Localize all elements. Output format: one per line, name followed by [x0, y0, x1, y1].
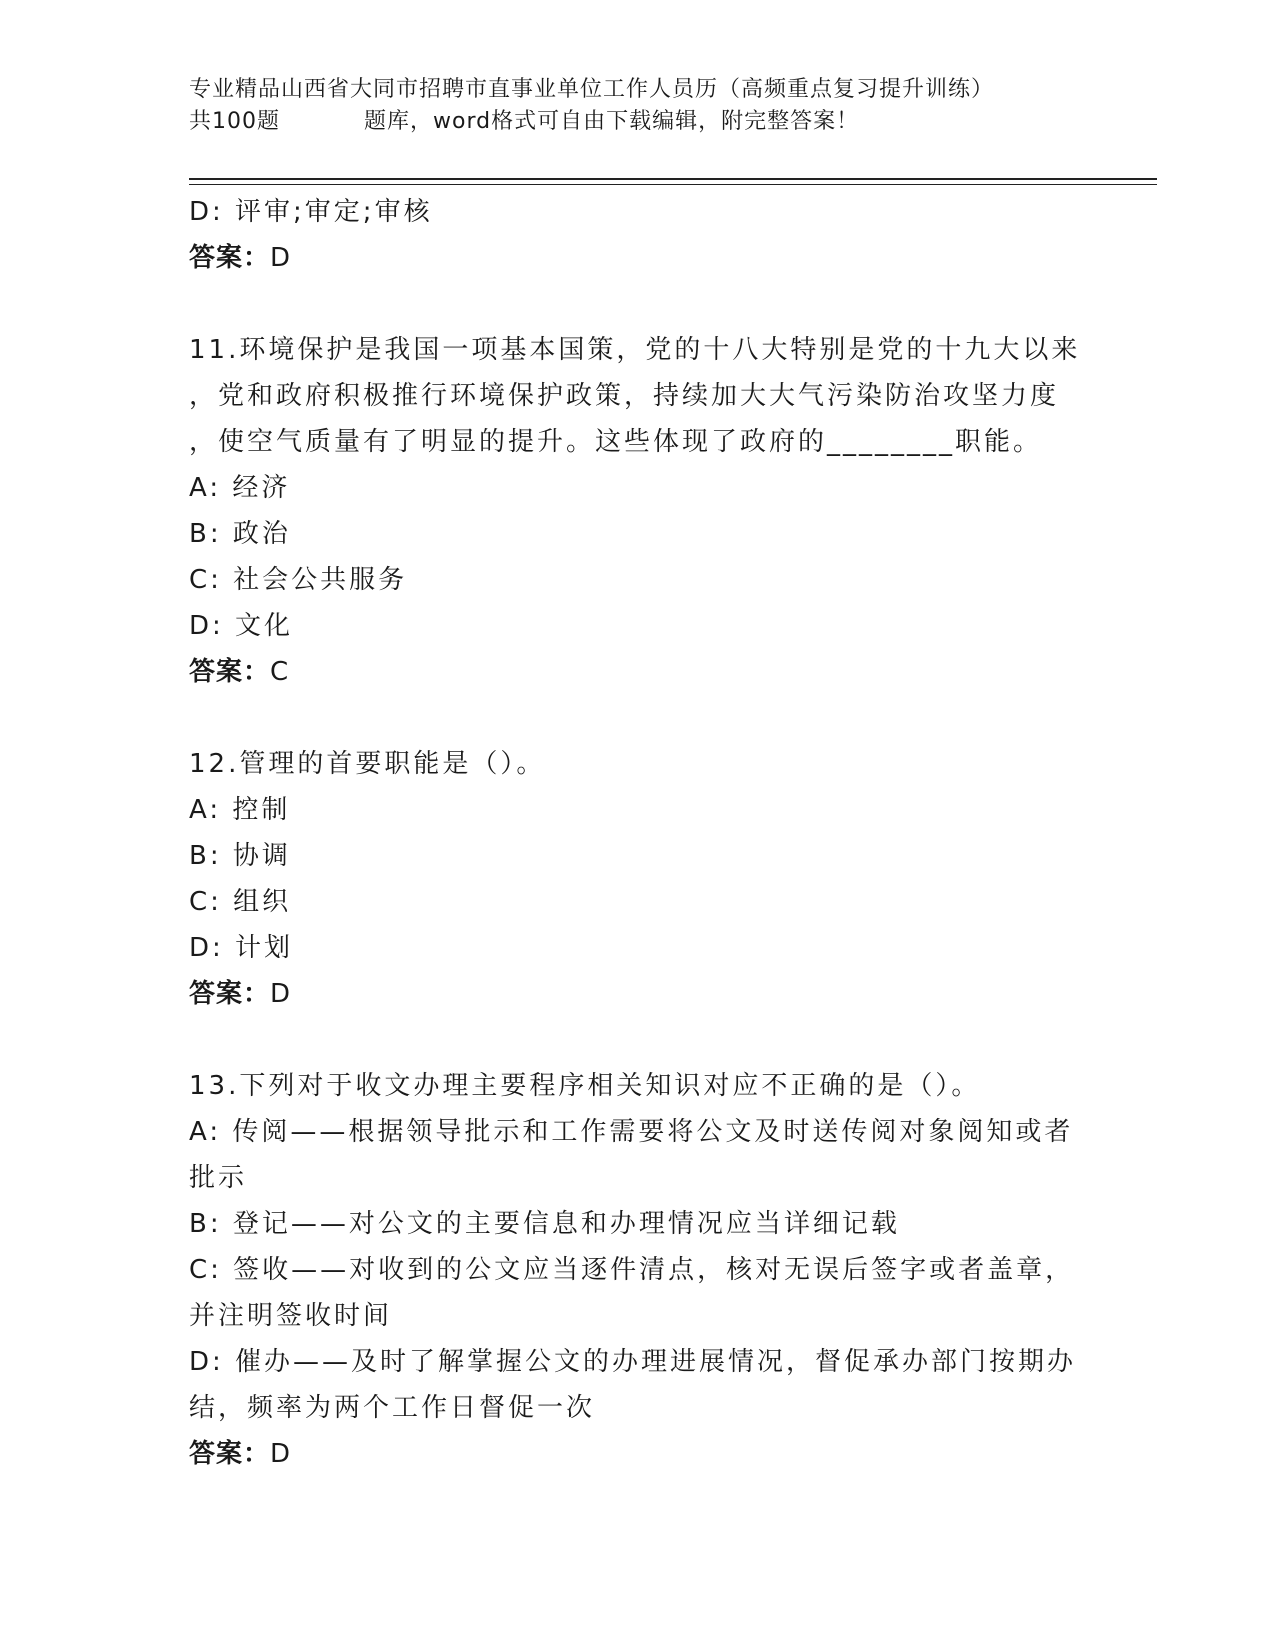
option-c-line: C: 签收——对收到的公文应当逐件清点，核对无误后签字或者盖章，: [189, 1255, 1075, 1285]
question-stem: 13.下列对于收文办理主要程序相关知识对应不正确的是（）。: [189, 1071, 981, 1101]
option-d: D: 文化: [189, 611, 294, 641]
answer: [189, 1431, 1089, 1477]
question-13: [189, 1063, 1089, 1477]
answer: [189, 971, 1089, 1017]
document-title: 专业精品山西省大同市招聘市直事业单位工作人员历（高频重点复习提升训练）: [189, 77, 995, 102]
answer-label: 答案：: [189, 979, 271, 1009]
header-divider-thin: [189, 184, 1157, 185]
option-c-line: 并注明签收时间: [189, 1301, 393, 1331]
option-a-line: 批示: [189, 1163, 248, 1193]
spacer: [189, 695, 1089, 741]
option-d-line: 结，频率为两个工作日督促一次: [189, 1393, 596, 1423]
question-stem-line: 11.环境保护是我国一项基本国策，党的十八大特别是党的十九大以来: [189, 335, 1081, 365]
option-b: B: 政治: [189, 519, 291, 549]
prev-option-d: D: 评审;审定;审核: [189, 197, 433, 227]
spacer: [189, 281, 1089, 327]
option-c: C: 组织: [189, 887, 292, 917]
option-c: C: 社会公共服务: [189, 565, 408, 595]
answer-value: D: [270, 243, 292, 273]
header-divider-thick: [189, 178, 1157, 180]
option-d: D: 计划: [189, 933, 294, 963]
spacer: [189, 1017, 1089, 1063]
question-count: 共100题: [189, 109, 280, 134]
option-a: A: 控制: [189, 795, 291, 825]
option-b: B: 协调: [189, 841, 291, 871]
question-12: [189, 741, 1089, 1017]
answer-label: 答案：: [189, 243, 271, 273]
question-stem-line: ，党和政府积极推行环境保护政策，持续加大大气污染防治攻坚力度: [189, 381, 1060, 411]
answer-value: D: [270, 1439, 292, 1469]
header-subline: [189, 106, 1149, 138]
question-stem: 12.管理的首要职能是（）。: [189, 749, 546, 779]
answer-label: 答案：: [189, 1439, 271, 1469]
answer-value: C: [270, 657, 290, 687]
document-header: [189, 74, 1149, 138]
question-stem-line: ，使空气质量有了明显的提升。这些体现了政府的________职能。: [189, 427, 1043, 457]
prev-answer: [189, 235, 1089, 281]
answer: [189, 649, 1089, 695]
question-11: [189, 327, 1089, 695]
option-d-line: D: 催办——及时了解掌握公文的办理进展情况，督促承办部门按期办: [189, 1347, 1077, 1377]
question-content: [189, 189, 1089, 1477]
document-subtitle: 题库，word格式可自由下载编辑，附完整答案！: [364, 109, 860, 134]
answer-label: 答案：: [189, 657, 271, 687]
option-a: A: 经济: [189, 473, 291, 503]
option-a-line: A: 传阅——根据领导批示和工作需要将公文及时送传阅对象阅知或者: [189, 1117, 1074, 1147]
option-b-line: B: 登记——对公文的主要信息和办理情况应当详细记载: [189, 1209, 900, 1239]
answer-value: D: [270, 979, 292, 1009]
